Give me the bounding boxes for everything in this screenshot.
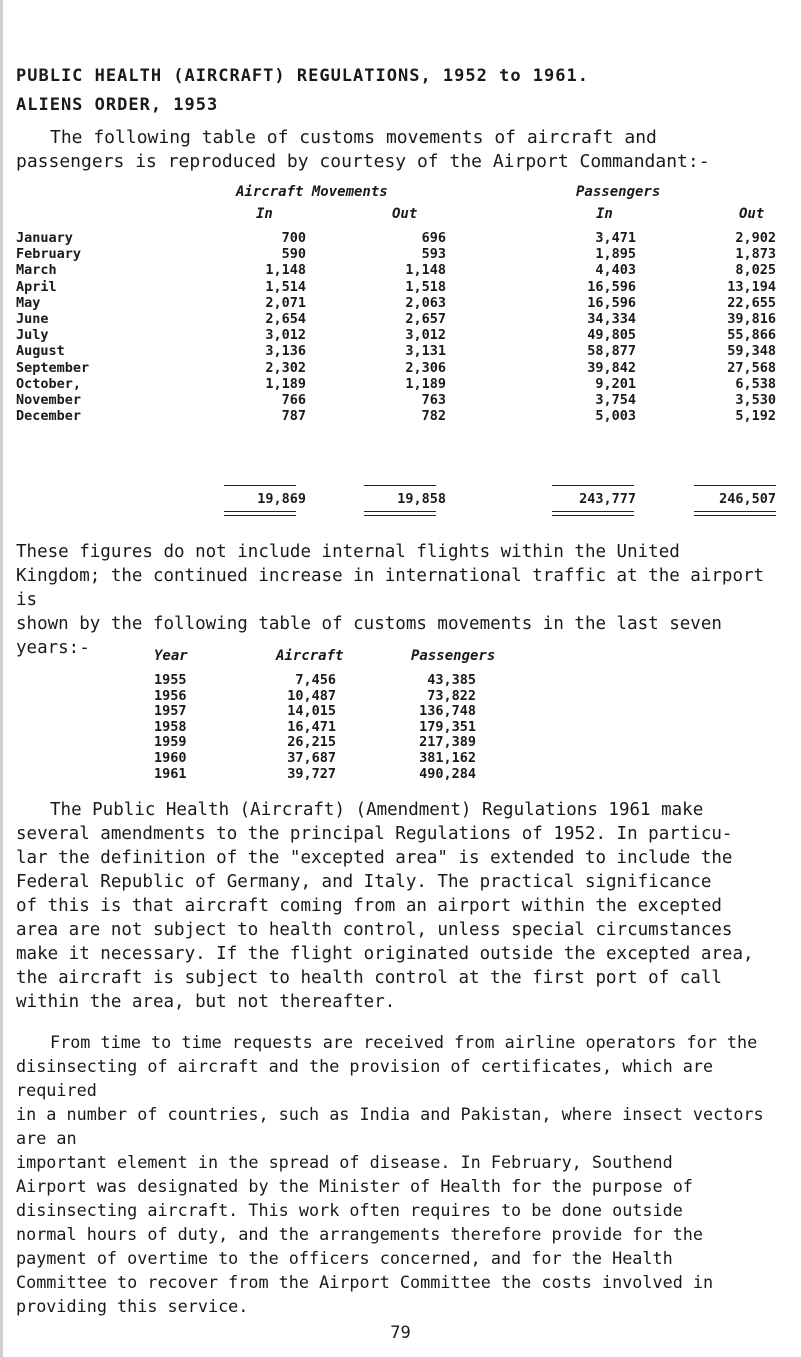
passengers-in-value: 16,596 xyxy=(587,278,636,295)
paragraph-line: lar the definition of the "excepted area" is extended to include the xyxy=(16,848,733,868)
aircraft-in-value: 2,071 xyxy=(265,294,306,311)
month-label: December xyxy=(16,408,82,425)
paragraph-line: several amendments to the principal Regulations of 1952. In particu- xyxy=(16,824,733,844)
paragraph-line: These figures do not include internal flights within the United xyxy=(16,542,680,562)
aircraft-value: 10,487 xyxy=(287,687,336,704)
aircraft-value: 26,215 xyxy=(287,734,336,751)
col-header-aircraft: Aircraft xyxy=(276,648,344,664)
year-value: 1959 xyxy=(154,734,187,751)
aircraft-out-value: 3,012 xyxy=(405,327,446,344)
passengers-out-value: 8,025 xyxy=(735,262,776,279)
aircraft-value: 16,471 xyxy=(287,718,336,735)
total-aircraft-out: 19,858 xyxy=(397,491,446,507)
passengers-out-value: 22,655 xyxy=(727,294,776,311)
table-row xyxy=(16,230,776,246)
col-header-aircraft-in: In xyxy=(256,206,273,222)
intro-line: The following table of customs movements of aircraft and xyxy=(50,127,657,148)
total-passengers-in: 243,777 xyxy=(579,491,636,507)
month-label: November xyxy=(16,392,82,408)
page-number: 79 xyxy=(390,1323,411,1343)
paragraph-line: Federal Republic of Germany, and Italy. The practical significance xyxy=(16,872,712,892)
aircraft-out-value: 2,063 xyxy=(405,294,446,311)
aircraft-in-value: 1,189 xyxy=(265,375,306,392)
aircraft-value: 37,687 xyxy=(287,750,336,766)
passengers-in-value: 58,877 xyxy=(587,343,636,360)
paragraph-disinsecting xyxy=(16,1030,786,1318)
passengers-in-value: 3,754 xyxy=(595,392,636,408)
paragraph-line: in a number of countries, such as India and Pakistan, where insect vectors are an xyxy=(16,1104,764,1148)
passengers-value: 490,284 xyxy=(419,765,476,782)
paragraph-line: payment of overtime to the officers concerned, and for the Health xyxy=(16,1248,673,1268)
table-row xyxy=(16,408,776,425)
passengers-value: 381,162 xyxy=(419,750,476,766)
year-value: 1961 xyxy=(154,765,187,782)
intro-paragraph xyxy=(16,126,786,174)
aircraft-out-value: 1,148 xyxy=(405,262,446,279)
heading-subtitle: ALIENS ORDER, 1953 xyxy=(16,95,219,115)
month-label: June xyxy=(16,311,49,327)
paragraph-line: From time to time requests are received from airline operators for the xyxy=(50,1032,758,1052)
paragraph-line: normal hours of duty, and the arrangements therefore provide for the xyxy=(16,1224,704,1244)
group-header-aircraft: Aircraft Movements xyxy=(236,184,388,200)
table-row xyxy=(16,327,776,344)
year-value: 1956 xyxy=(154,687,187,704)
aircraft-value: 39,727 xyxy=(287,765,336,782)
table-row xyxy=(16,262,776,279)
col-header-year: Year xyxy=(154,648,188,664)
table-row xyxy=(16,375,776,392)
yearly-movements-table xyxy=(16,648,496,782)
table-row xyxy=(16,672,496,687)
year-value: 1958 xyxy=(154,718,187,735)
intro-line: passengers is reproduced by courtesy of the Airport Commandant:- xyxy=(16,151,710,172)
paragraph-line: the aircraft is subject to health control at the first port of call xyxy=(16,968,722,988)
aircraft-out-value: 2,657 xyxy=(405,311,446,327)
aircraft-value: 14,015 xyxy=(287,703,336,720)
col-header-aircraft-out: Out xyxy=(392,206,418,222)
aircraft-out-value: 763 xyxy=(421,392,446,408)
paragraph-line: Committee to recover from the Airport Committee the costs involved in xyxy=(16,1272,714,1292)
aircraft-in-value: 1,514 xyxy=(265,278,306,295)
aircraft-out-value: 1,189 xyxy=(405,375,446,392)
passengers-in-value: 34,334 xyxy=(587,311,636,327)
aircraft-in-value: 700 xyxy=(281,230,306,246)
passengers-out-value: 1,873 xyxy=(735,246,776,263)
month-label: July xyxy=(16,327,49,344)
passengers-value: 43,385 xyxy=(427,672,476,688)
table-row xyxy=(16,246,776,263)
year-value: 1957 xyxy=(154,703,187,720)
passengers-in-value: 9,201 xyxy=(595,375,636,392)
col-header-passengers-in: In xyxy=(596,206,613,222)
table-row xyxy=(16,734,496,749)
paragraph-line: Airport was designated by the Minister of Health for the purpose of xyxy=(16,1176,693,1196)
paragraph-line: Kingdom; the continued increase in international traffic at the airport is xyxy=(16,566,765,610)
passengers-in-value: 3,471 xyxy=(595,230,636,246)
paragraph-line: The Public Health (Aircraft) (Amendment) Regulations 1961 make xyxy=(50,800,704,820)
aircraft-in-value: 590 xyxy=(281,246,306,263)
passengers-value: 136,748 xyxy=(419,703,476,720)
group-header-passengers: Passengers xyxy=(576,184,661,200)
paragraph-line: years:- xyxy=(16,638,90,658)
subtotal-rule xyxy=(364,485,436,486)
table-row xyxy=(16,294,776,311)
year-value: 1955 xyxy=(154,672,187,688)
passengers-in-value: 16,596 xyxy=(587,294,636,311)
passengers-out-value: 2,902 xyxy=(735,230,776,246)
passengers-in-value: 49,805 xyxy=(587,327,636,344)
col-header-passengers-out: Out xyxy=(739,206,765,222)
passengers-value: 217,389 xyxy=(419,734,476,751)
totals-row xyxy=(16,491,776,507)
subtotal-rule xyxy=(224,485,296,486)
month-label: September xyxy=(16,359,90,376)
heading-title: PUBLIC HEALTH (AIRCRAFT) REGULATIONS, 1952 to 1961. xyxy=(16,66,589,86)
passengers-in-value: 1,895 xyxy=(595,246,636,263)
aircraft-in-value: 766 xyxy=(281,392,306,408)
passengers-out-value: 13,194 xyxy=(727,278,776,295)
paragraph-amendment xyxy=(16,798,786,1014)
aircraft-in-value: 2,654 xyxy=(265,311,306,327)
passengers-out-value: 5,192 xyxy=(735,408,776,425)
month-label: March xyxy=(16,262,57,279)
paragraph-line: of this is that aircraft coming from an airport within the excepted xyxy=(16,896,722,916)
month-label: April xyxy=(16,278,57,295)
aircraft-in-value: 1,148 xyxy=(265,262,306,279)
table-row xyxy=(16,719,496,734)
aircraft-out-value: 782 xyxy=(421,408,446,425)
paragraph-line: disinsecting of aircraft and the provision of certificates, which are required xyxy=(16,1056,714,1100)
passengers-in-value: 4,403 xyxy=(595,262,636,279)
passengers-out-value: 59,348 xyxy=(727,343,776,360)
table-row xyxy=(16,688,496,703)
table-row xyxy=(16,392,776,408)
paragraph-line: shown by the following table of customs movements in the last seven xyxy=(16,614,722,634)
total-double-rule xyxy=(364,511,436,516)
paragraph-line: disinsecting aircraft. This work often requires to be done outside xyxy=(16,1200,683,1220)
paragraph-line: area are not subject to health control, unless special circumstances xyxy=(16,920,733,940)
month-label: January xyxy=(16,230,73,246)
month-label: February xyxy=(16,246,82,263)
table-row xyxy=(16,359,776,376)
paragraph-line: providing this service. xyxy=(16,1296,249,1316)
passengers-in-value: 5,003 xyxy=(595,408,636,425)
total-passengers-out: 246,507 xyxy=(719,491,776,507)
aircraft-in-value: 787 xyxy=(281,408,306,425)
aircraft-out-value: 696 xyxy=(421,230,446,246)
col-header-passengers: Passengers xyxy=(411,648,496,664)
passengers-out-value: 27,568 xyxy=(727,359,776,376)
passengers-in-value: 39,842 xyxy=(587,359,636,376)
aircraft-out-value: 1,518 xyxy=(405,278,446,295)
aircraft-out-value: 3,131 xyxy=(405,343,446,360)
total-double-rule xyxy=(694,511,776,516)
table-row xyxy=(16,703,496,718)
year-value: 1960 xyxy=(154,750,187,766)
aircraft-in-value: 3,012 xyxy=(265,327,306,344)
table-row xyxy=(16,311,776,327)
aircraft-out-value: 593 xyxy=(421,246,446,263)
passengers-value: 179,351 xyxy=(419,718,476,735)
table-row xyxy=(16,766,496,781)
passengers-out-value: 6,538 xyxy=(735,375,776,392)
paragraph-line: important element in the spread of disease. In February, Southend xyxy=(16,1152,673,1172)
aircraft-in-value: 3,136 xyxy=(265,343,306,360)
aircraft-in-value: 2,302 xyxy=(265,359,306,376)
total-double-rule xyxy=(552,511,634,516)
subtotal-rule xyxy=(694,485,776,486)
table-row xyxy=(16,750,496,765)
month-label: August xyxy=(16,343,65,360)
table-row xyxy=(16,278,776,295)
passengers-value: 73,822 xyxy=(427,687,476,704)
monthly-movements-table xyxy=(16,184,776,524)
month-label: May xyxy=(16,294,41,311)
scan-edge xyxy=(0,0,3,1357)
table-row xyxy=(16,343,776,360)
aircraft-value: 7,456 xyxy=(295,672,336,688)
paragraph-line: make it necessary. If the flight originated outside the excepted area, xyxy=(16,944,754,964)
passengers-out-value: 39,816 xyxy=(727,311,776,327)
subtotal-rule xyxy=(552,485,634,486)
passengers-out-value: 3,530 xyxy=(735,392,776,408)
paragraph-figures xyxy=(16,540,786,660)
aircraft-out-value: 2,306 xyxy=(405,359,446,376)
total-double-rule xyxy=(224,511,296,516)
passengers-out-value: 55,866 xyxy=(727,327,776,344)
total-aircraft-in: 19,869 xyxy=(257,491,306,507)
paragraph-line: within the area, but not thereafter. xyxy=(16,992,396,1012)
month-label: October, xyxy=(16,375,82,392)
